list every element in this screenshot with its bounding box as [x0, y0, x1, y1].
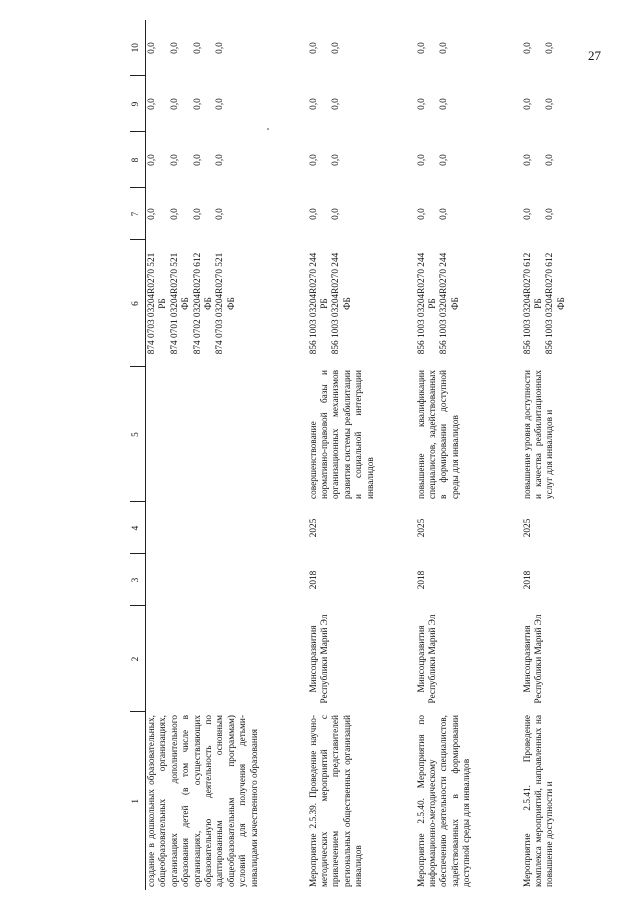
budget-source: ФБ [342, 297, 353, 310]
budget-code-block [215, 243, 238, 364]
col-header-8: 8 [130, 132, 146, 188]
amount-value: 0,0 [545, 98, 556, 110]
amount-value: 0,0 [192, 42, 203, 54]
budget-code-cell [416, 240, 522, 367]
table-body [146, 20, 632, 890]
measure-name-cell: Мероприятие 2.5.40. Мероприятия по информационно-методическому обеспечению деятельности специалистов, задействованных в формировании доступной среды для инвалидов [416, 715, 473, 887]
budget-code-block [331, 243, 354, 364]
amount-value: 0,0 [192, 98, 203, 110]
amount-value: 0,0 [545, 208, 556, 220]
amount-value: 0,0 [308, 208, 319, 220]
value-cell-10 [522, 20, 632, 76]
amount-value: 0,0 [545, 42, 556, 54]
budget-code: 856 1003 03204R0270 244 [439, 252, 450, 355]
amount-value: 0,0 [308, 154, 319, 166]
end-year-cell: 2025 [522, 518, 533, 538]
budget-code: 856 1003 03204R0270 612 [522, 252, 533, 355]
value-cell-10 [146, 20, 308, 76]
budget-source: ФБ [450, 297, 461, 310]
value-cell-7 [146, 188, 308, 240]
budget-code-block [417, 243, 440, 364]
budget-source: РБ [533, 298, 544, 309]
budget-code-block [523, 243, 546, 364]
amount-value: 0,0 [215, 98, 226, 110]
amount-value: 0,0 [522, 154, 533, 166]
header-row [130, 20, 146, 890]
budget-code-block [439, 243, 462, 364]
amount-value: 0,0 [545, 154, 556, 166]
amount-value: 0,0 [192, 154, 203, 166]
value-cell-10 [416, 20, 522, 76]
measures-table [130, 20, 632, 890]
value-cell-9 [146, 76, 308, 132]
budget-code: 856 1003 03204R0270 244 [308, 252, 319, 355]
budget-code: 856 1003 03204R0270 244 [331, 252, 342, 355]
col-header-10: 10 [130, 20, 146, 76]
amount-value: 0,0 [331, 98, 342, 110]
end-year-cell: 2025 [308, 518, 319, 538]
amount-value: 0,0 [147, 154, 157, 166]
amount-value: 0,0 [416, 154, 427, 166]
amount-value: 0,0 [416, 42, 427, 54]
value-cell-9 [416, 76, 522, 132]
expected-result-cell: совершенствование нормативно-правовой базы и организационных механизмов развития системы реабилитации и социальной интеграции инвалидов [308, 370, 376, 499]
budget-code: 874 0702 03204R0270 612 [192, 252, 203, 355]
executor-cell: Минсоцразвития Республики Марий Эл [308, 614, 330, 704]
amount-value: 0,0 [192, 208, 203, 220]
amount-value: 0,0 [439, 154, 450, 166]
amount-value: 0,0 [331, 154, 342, 166]
budget-code: 874 0703 03204R0270 521 [215, 252, 226, 355]
expected-result-cell: повышение квалификации специалистов, задействованных в формировании доступной среды для инвалидов [416, 370, 461, 499]
col-header-6: 6 [130, 240, 146, 367]
col-header-7: 7 [130, 188, 146, 240]
amount-value: 0,0 [215, 42, 226, 54]
expected-result-cell: повышение уровня доступности и качества реабилитационных услуг для инвалидов и [522, 370, 556, 499]
amount-value: 0,0 [169, 98, 180, 110]
amount-value: 0,0 [308, 42, 319, 54]
budget-source: РБ [319, 298, 330, 309]
expected-result-cell [146, 367, 308, 502]
budget-source: РБ [158, 298, 169, 309]
value-cell-8 [522, 132, 632, 188]
start-year-cell: 2018 [308, 570, 319, 590]
value-cell-8 [416, 132, 522, 188]
end-year-cell [146, 502, 308, 554]
start-year-cell: 2018 [416, 570, 427, 590]
amount-value: 0,0 [308, 98, 319, 110]
value-cell-9 [522, 76, 632, 132]
budget-source: ФБ [204, 297, 215, 310]
budget-code-block [309, 243, 332, 364]
budget-source: ФБ [181, 297, 192, 310]
budget-code: 856 1003 03204R0270 612 [545, 252, 556, 355]
measure-name-cell: Мероприятие 2.5.41. Проведение комплекса мероприятий, направленных на повышение доступности и [522, 715, 556, 887]
value-cell-9 [308, 76, 416, 132]
rotated-table-wrapper [130, 20, 628, 890]
amount-value: 0,0 [439, 98, 450, 110]
amount-value: 0,0 [147, 208, 157, 220]
amount-value: 0,0 [215, 154, 226, 166]
budget-code: 856 1003 03204R0270 244 [416, 252, 427, 355]
budget-code: 874 0701 03204R0270 521 [169, 252, 180, 355]
amount-value: 0,0 [169, 154, 180, 166]
budget-code-block [193, 243, 216, 364]
col-header-3: 3 [130, 554, 146, 606]
page-number: 27 [588, 48, 601, 63]
amount-value: 0,0 [169, 42, 180, 54]
measure-name-cell: создание в дошкольных образовательных, общеобразовательных организациях, организациях дополнительного образования детей (в том числе в организациях, осуществляющих образовательную деятельность по адаптированным основным общеобразовательным программам) условий для получения детьми-инвалидами качественного образования [147, 715, 260, 887]
table-row [146, 20, 308, 890]
amount-value: 0,0 [147, 42, 157, 54]
budget-code-cell [146, 240, 308, 367]
budget-code-block [147, 243, 170, 364]
col-header-9: 9 [130, 76, 146, 132]
budget-code-block [170, 243, 193, 364]
col-header-2: 2 [130, 606, 146, 712]
table-row [308, 20, 416, 890]
amount-value: 0,0 [169, 208, 180, 220]
table-row [522, 20, 632, 890]
col-header-5: 5 [130, 367, 146, 502]
amount-value: 0,0 [439, 208, 450, 220]
budget-code-block [545, 243, 568, 364]
budget-source: ФБ [226, 297, 237, 310]
executor-cell: Минсоцразвития Республики Марий Эл [522, 614, 544, 704]
amount-value: 0,0 [522, 42, 533, 54]
executor-cell [146, 606, 308, 712]
amount-value: 0,0 [147, 98, 157, 110]
amount-value: 0,0 [331, 208, 342, 220]
amount-value: 0,0 [439, 42, 450, 54]
col-header-4: 4 [130, 502, 146, 554]
amount-value: 0,0 [331, 42, 342, 54]
value-cell-7 [308, 188, 416, 240]
table-row [416, 20, 522, 890]
amount-value: 0,0 [215, 208, 226, 220]
value-cell-7 [522, 188, 632, 240]
start-year-cell [146, 554, 308, 606]
end-year-cell: 2025 [416, 518, 427, 538]
budget-code: 874 0703 03204R0270 521 [147, 252, 157, 355]
budget-source: РБ [427, 298, 438, 309]
amount-value: 0,0 [416, 208, 427, 220]
budget-code-cell [308, 240, 416, 367]
executor-cell: Минсоцразвития Республики Марий Эл [416, 614, 438, 704]
value-cell-7 [416, 188, 522, 240]
budget-source: ФБ [556, 297, 567, 310]
value-cell-10 [308, 20, 416, 76]
col-header-1: 1 [130, 712, 146, 890]
amount-value: 0,0 [416, 98, 427, 110]
start-year-cell: 2018 [522, 570, 533, 590]
value-cell-8 [308, 132, 416, 188]
measure-name-cell: Мероприятие 2.5.39. Проведение научно-методических мероприятий с привлечением представителей региональных общественных организаций инвалидов [308, 715, 365, 887]
budget-code-cell [522, 240, 632, 367]
value-cell-8 [146, 132, 308, 188]
amount-value: 0,0 [522, 208, 533, 220]
amount-value: 0,0 [522, 98, 533, 110]
